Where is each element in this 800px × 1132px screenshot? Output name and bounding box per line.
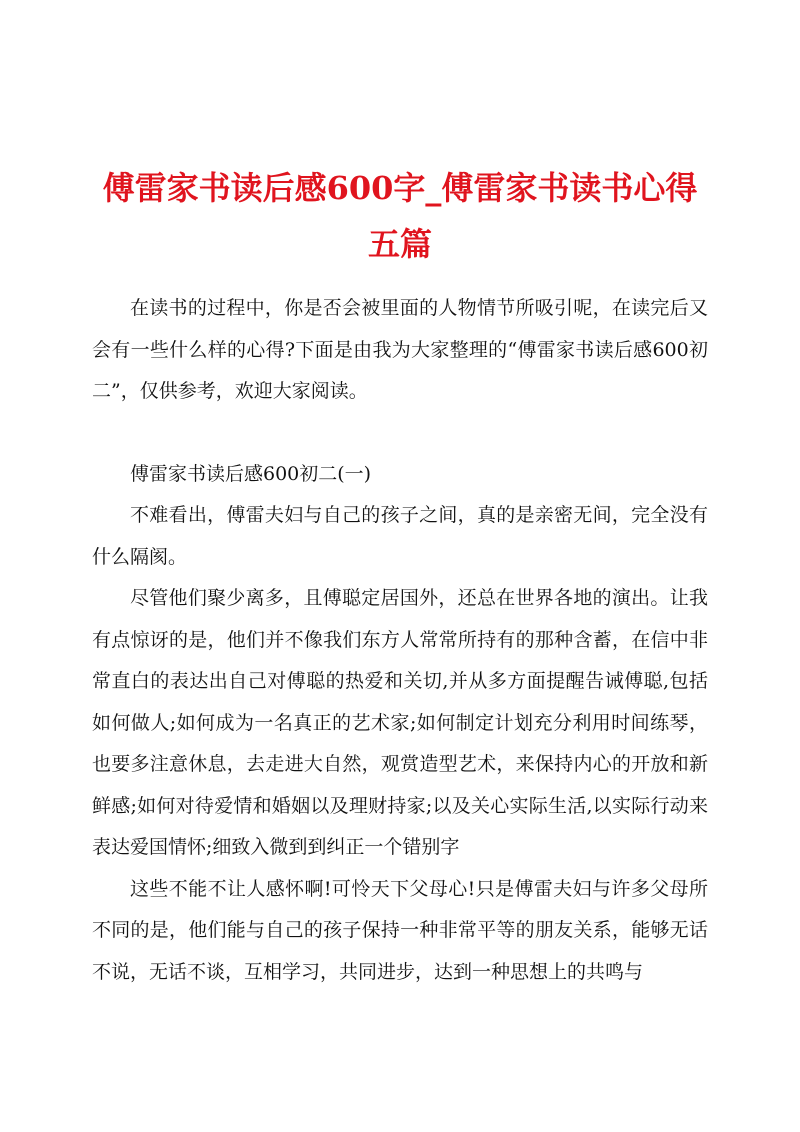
- document-body: [92, 288, 708, 993]
- body-paragraph: 尽管他们聚少离多，且傅聪定居国外，还总在世界各地的演出。让我有点惊讶的是，他们并不像我们东方人常常所持有的那种含蓄，在信中非常直白的表达出自己对傅聪的热爱和关切,并从多方面提醒告诫傅聪,包括如何做人;如何成为一名真正的艺术家;如何制定计划充分利用时间练琴，也要多注意休息，去走进大自然，观赏造型艺术，来保持内心的开放和新鲜感;如何对待爱情和婚姻以及理财持家;以及关心实际生活,以实际行动来表达爱国情怀;细致入微到到纠正一个错别字: [92, 587, 708, 858]
- body-paragraph: 这些不能不让人感怀啊!可怜天下父母心!只是傅雷夫妇与许多父母所不同的是，他们能与自己的孩子保持一种非常平等的朋友关系，能够无话不说，无话不谈，互相学习，共同进步，达到一种思想上的共鸣与: [92, 877, 708, 983]
- body-paragraph: 不难看出，傅雷夫妇与自己的孩子之间，真的是亲密无间，完全没有什么隔阂。: [92, 504, 708, 568]
- document-title: 傅雷家书读后感600字_傅雷家书读书心得五篇: [102, 169, 698, 263]
- intro-paragraph: 在读书的过程中，你是否会被里面的人物情节所吸引呢，在读完后又会有一些什么样的心得?下面是由我为大家整理的“傅雷家书读后感600初二”，仅供参考，欢迎大家阅读。: [92, 297, 708, 402]
- section-heading: 傅雷家书读后感600初二(一): [130, 462, 372, 485]
